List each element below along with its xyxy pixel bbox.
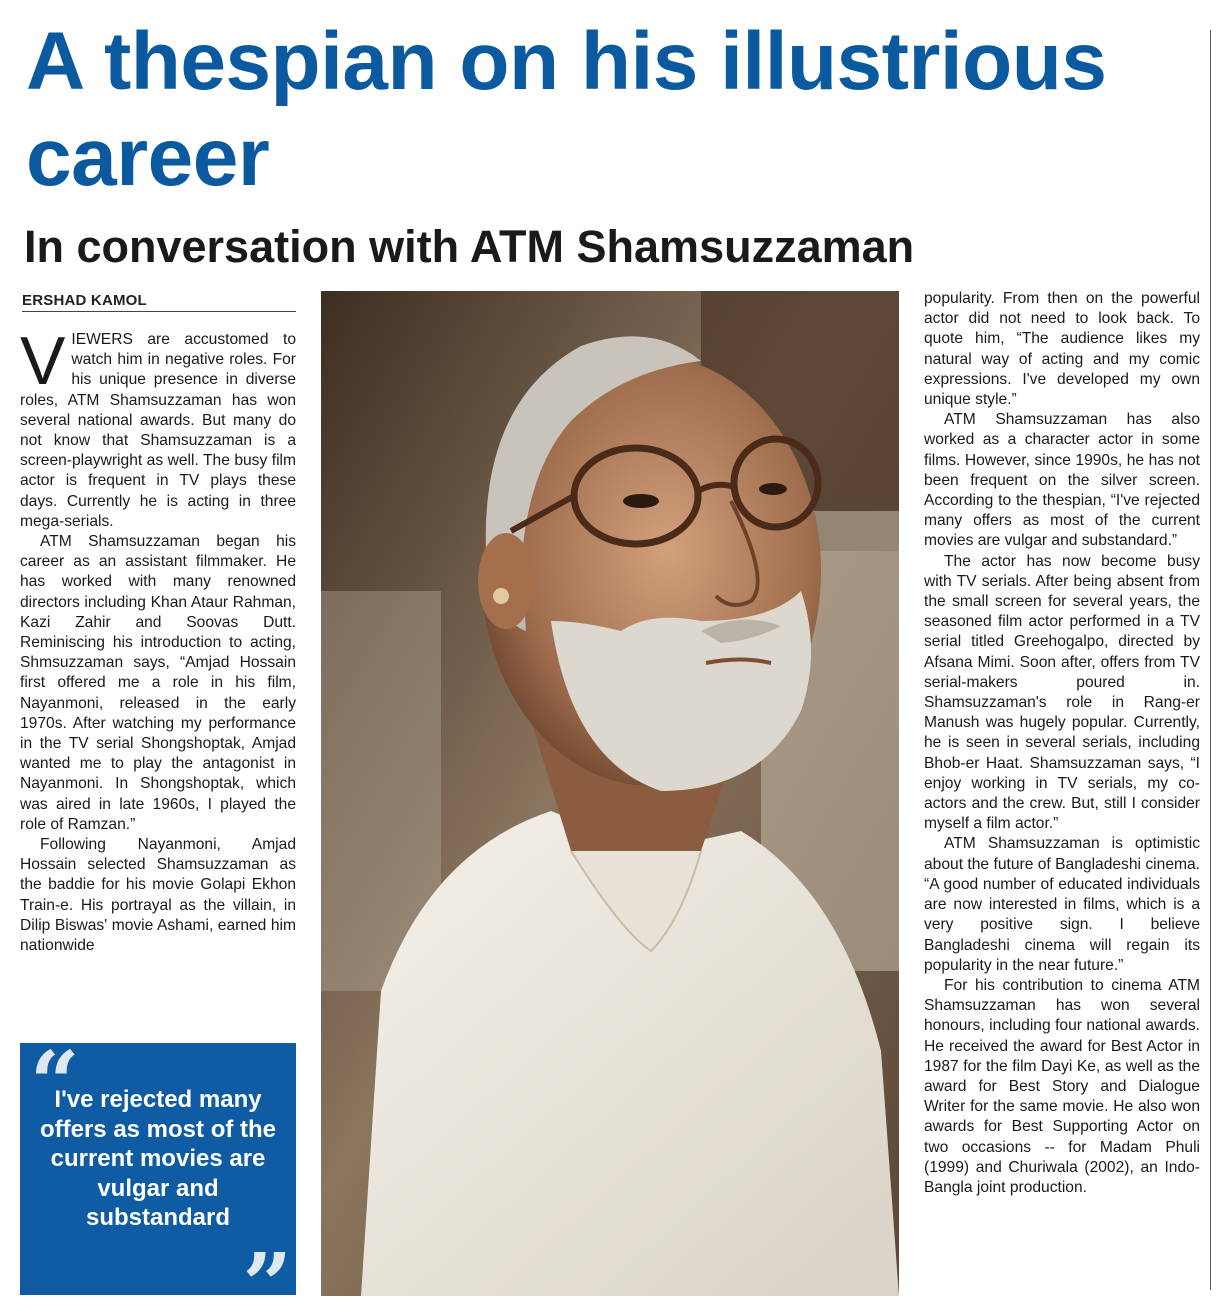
byline: ERSHAD KAMOL (22, 292, 296, 312)
body-paragraph: The actor has now become busy with TV serials. After being absent from the small screen for several years, the seasoned film actor performed in a TV serial titled Greehogalpo, directed by Afsana Mimi. Soon after, offers from TV serial-makers poured in. Shamsuzzaman's role in Rang-er Manush was hugely popular. Currently, he is seen in several serials, including Bhob-er Haat. Shamsuzzaman says, “I enjoy working in TV serials, my co-actors and the crew. But, still I consider myself a film actor.” (924, 552, 1200, 833)
pull-quote (20, 1043, 296, 1295)
body-paragraph: Following Nayanmoni, Amjad Hossain selected Shamsuzzaman as the baddie for his movie Golapi Ekhon Train-e. His portrayal as the villain, in Dilip Biswas' movie Ashami, earned him nationwide (20, 836, 296, 955)
column-rule (1210, 30, 1211, 1290)
drop-cap: V (20, 330, 66, 399)
open-quote-icon: “ (30, 1043, 80, 1134)
body-paragraph: For his contribution to cinema ATM Shamsuzzaman has won several honours, including four national awards. He received the award for Best Actor in 1987 for the film Dayi Ke, as well as the award for Best Story and Dialogue Writer for the same movie. He also won awards for Best Supporting Actor on two occasions -- for Madam Phuli (1999) and Churiwala (2002), an Indo-Bangla joint production. (924, 976, 1200, 1196)
body-column-right (924, 289, 1200, 1301)
portrait-illustration (321, 291, 899, 1296)
body-paragraph: popularity. From then on the powerful actor did not need to look back. To quote him, “The audience likes my natural way of acting and my comic expressions. I've developed my own unique style.” (924, 290, 1200, 409)
paragraph-text: IEWERS are accustomed to watch him in negative roles. For his unique presence in diverse roles, ATM Shamsuzzaman has won several national awards. But many do not know that Shamsuzzaman is a screen-playwright as well. The busy film actor is frequent in TV plays these days. Currently he is acting in three mega-serials. (20, 331, 296, 530)
subheadline: In conversation with ATM Shamsuzzaman (24, 221, 915, 272)
close-quote-icon: ” (242, 1235, 292, 1295)
pull-quote-text: I've rejected many offers as most of the current movies are vulgar and substandard (39, 1086, 277, 1231)
body-column-left (20, 330, 296, 1030)
portrait-photo (321, 291, 899, 1296)
headline: A thespian on his illustrious career (26, 16, 1107, 203)
body-paragraph: ATM Shamsuzzaman is optimistic about the future of Bangladeshi cinema. “A good number of educated individuals are now interested in films, which is a very positive sign. I believe Bangladeshi cinema will regain its popularity in the near future.” (924, 835, 1200, 974)
body-paragraph: ATM Shamsuzzaman has also worked as a character actor in some films. However, since 1990s, he has not been frequent on the silver screen. According to the thespian, “I've rejected many offers as most of the current movies are vulgar and substandard.” (924, 411, 1200, 550)
body-paragraph (20, 330, 296, 532)
body-paragraph: ATM Shamsuzzaman began his career as an assistant filmmaker. He has worked with many renowned directors including Khan Ataur Rahman, Kazi Zahir and Soovas Dutt. Reminiscing his introduction to acting, Shmsuzzaman says, “Amjad Hossain first offered me a role in his film, Nayanmoni, released in the early 1970s. After watching my performance in the TV serial Shongshoptak, Amjad wanted me to play the antagonist in Nayanmoni. In Shongshoptak, which was aired in late 1960s, I played the role of Ramzan.” (20, 533, 296, 833)
